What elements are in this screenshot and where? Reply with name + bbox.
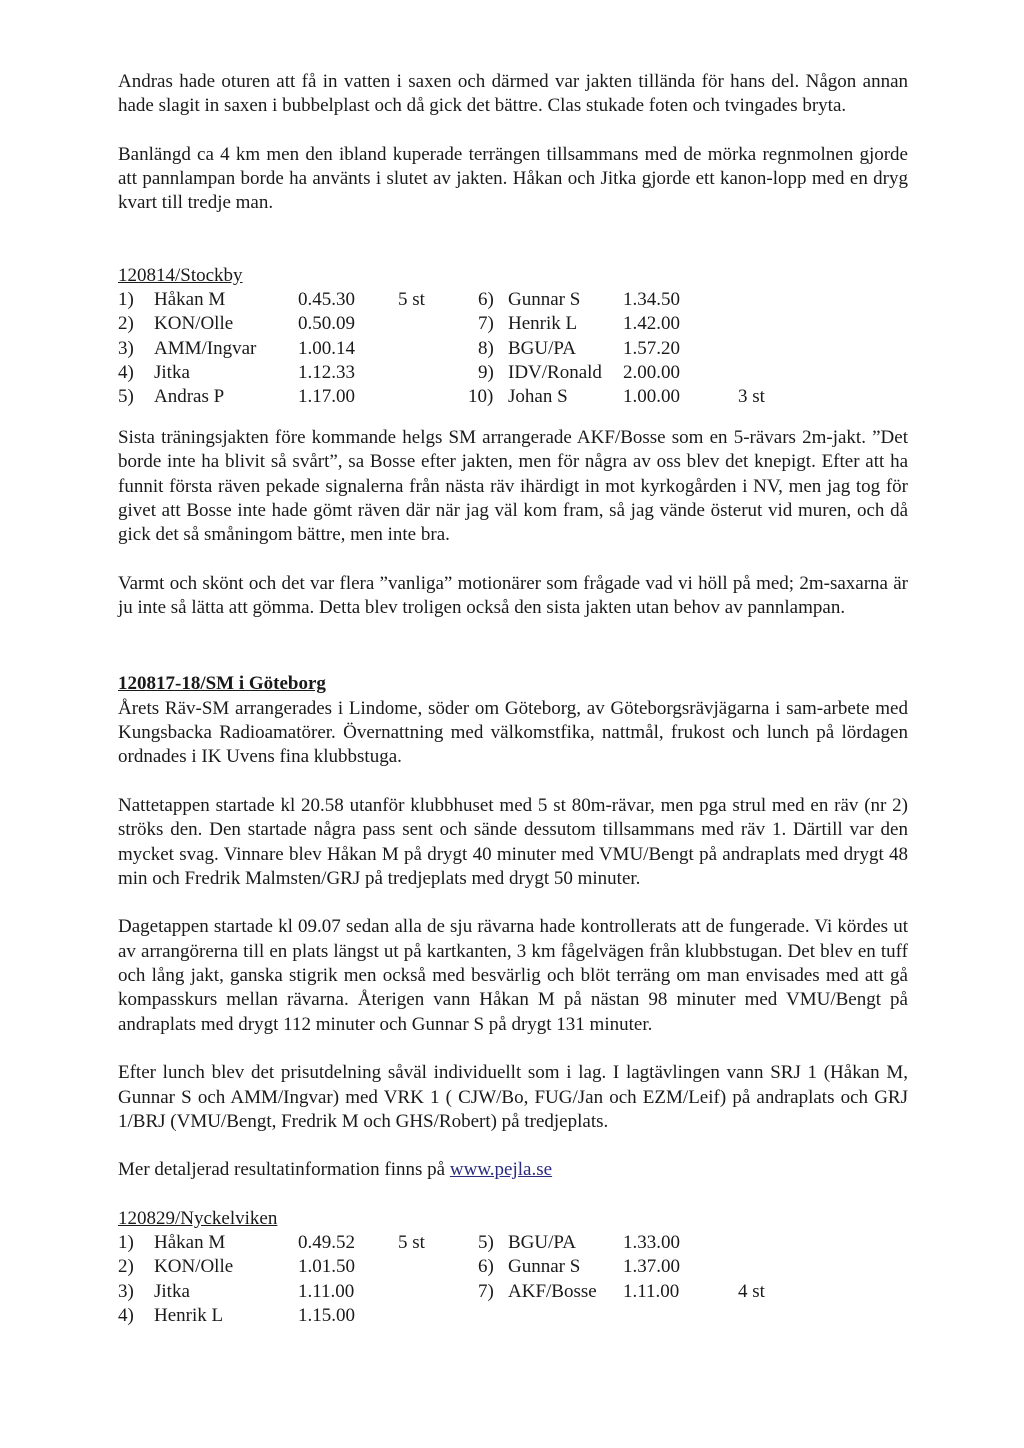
result-name: Jitka (154, 361, 190, 383)
paragraph-dagetappen: Dagetappen startade kl 09.07 sedan alla de sju rävarna hade kontrollerats att de fungerade. Vi kördes ut av arrangörerna till en plats längst ut på kartkanten, 3 km fågelvägen från klubbstugan. Det blev en tuff och lång jakt, ganska stigrik men också med besvärlig och blöt terräng om man envisades med att gå kompasskurs mellan rävarna. Återigen vann Håkan M på nästan 98 minuter med VMU/Bengt på andraplats med drygt 112 minuter och Gunnar S på drygt 131 minuter. (118, 916, 908, 1035)
result-name: AKF/Bosse (508, 1280, 597, 1302)
paragraph-sista: Sista träningsjakten före kommande helgs SM arrangerade AKF/Bosse som en 5-rävars 2m-jakt. ”Det borde inte ha blivit så svårt”, sa Bosse efter jakten, men för några av oss blev det knepigt. Efter att ha funnit första räven pekade signalerna från nästa räv ihärdigt in mot kyrkogården i NV, men jag tog för givet att Bosse inte hade gömt räven där när jag väl kom fram, så jag vände österut vid muren, och då gick det så småningom bättre, men inte bra. (118, 427, 908, 546)
paragraph-nattetappen: Nattetappen startade kl 20.58 utanför klubbhuset med 5 st 80m-rävar, men pga strul med en räv (nr 2) ströks den. Den startade några pass sent och sände dessutom tillsammans med räv 1. Därtill var den mycket svag. Vinnare blev Håkan M på drygt 40 minuter med VMU/Bengt på andraplats med drygt 48 min och Fredrik Malmsten/GRJ på tredjeplats med drygt 50 minuter. (118, 794, 908, 889)
result-pos: 7) (478, 313, 494, 335)
result-pos: 1) (118, 1231, 134, 1253)
result-time: 0.45.30 (298, 289, 355, 311)
result-pos: 4) (118, 1304, 134, 1326)
results-table-nyckelviken (118, 1231, 908, 1329)
result-time: 1.17.00 (298, 386, 355, 408)
result-name: Håkan M (154, 289, 226, 311)
result-pos: 2) (118, 313, 134, 335)
result-name: BGU/PA (508, 1231, 576, 1253)
result-name: Gunnar S (508, 1256, 581, 1278)
result-time: 1.34.50 (623, 289, 680, 311)
result-time: 1.11.00 (298, 1280, 355, 1302)
result-pos: 3) (118, 337, 134, 359)
result-time: 1.01.50 (298, 1256, 355, 1278)
result-pos: 8) (478, 337, 494, 359)
result-time: 1.57.20 (623, 337, 680, 359)
section-heading-sm: 120817-18/SM i Göteborg (118, 673, 326, 695)
paragraph-banlangd: Banlängd ca 4 km men den ibland kuperade terrängen tillsammans med de mörka regnmolnen gjorde att pannlampan borde ha använts i slutet av jakten. Håkan och Jitka gjorde ett kanon-lopp med en dryg kvart till tredje man. (118, 143, 908, 214)
result-name: KON/Olle (154, 1256, 234, 1278)
result-time: 1.12.33 (298, 361, 355, 383)
result-name: AMM/Ingvar (154, 337, 257, 359)
result-pos: 2) (118, 1256, 134, 1278)
result-time: 1.00.00 (623, 386, 680, 408)
pejla-link[interactable]: www.pejla.se (449, 1159, 553, 1181)
result-pos: 5) (478, 1231, 494, 1253)
result-name: Gunnar S (508, 289, 581, 311)
result-note: 5 st (398, 289, 425, 311)
result-name: Henrik L (154, 1304, 224, 1326)
result-name: KON/Olle (154, 313, 234, 335)
result-time: 1.42.00 (623, 313, 680, 335)
result-name: IDV/Ronald (508, 361, 602, 383)
result-pos: 5) (118, 386, 134, 408)
result-pos: 1) (118, 289, 134, 311)
result-note: 3 st (738, 386, 765, 408)
result-time: 1.00.14 (298, 337, 355, 359)
document-page (118, 70, 908, 1329)
result-pos: 9) (478, 361, 494, 383)
result-name: BGU/PA (508, 337, 576, 359)
result-name: Johan S (508, 386, 568, 408)
result-name: Jitka (154, 1280, 190, 1302)
results-label-stockby: 120814/Stockby (118, 264, 243, 286)
result-time: 0.49.52 (298, 1231, 355, 1253)
result-name: Henrik L (508, 313, 578, 335)
more-info-text: Mer detaljerad resultatinformation finns på (118, 1159, 450, 1181)
result-name: Andras P (154, 386, 225, 408)
result-time: 1.33.00 (623, 1231, 680, 1253)
results-table-stockby (118, 288, 908, 410)
result-note: 5 st (398, 1231, 425, 1253)
paragraph-more-info (118, 1158, 908, 1182)
result-time: 2.00.00 (623, 361, 680, 383)
paragraph-andras: Andras hade oturen att få in vatten i saxen och därmed var jakten tillända för hans del. Någon annan hade slagit in saxen i bubbelplast och då gick det bättre. Clas stukade foten och tvingades bryta. (118, 71, 908, 117)
results-label-nyckelviken: 120829/Nyckelviken (118, 1207, 278, 1229)
result-pos: 7) (478, 1280, 494, 1302)
result-pos: 10) (468, 386, 494, 408)
result-name: Håkan M (154, 1231, 226, 1253)
result-pos: 4) (118, 361, 134, 383)
result-time: 1.11.00 (623, 1280, 680, 1302)
result-pos: 6) (478, 289, 494, 311)
paragraph-varmt: Varmt och skönt och det var flera ”vanliga” motionärer som frågade vad vi höll på med; 2m-saxarna är ju inte så lätta att gömma. Detta blev troligen också den sista jakten utan behov av pannlampan. (118, 572, 908, 619)
result-time: 0.50.09 (298, 313, 355, 335)
paragraph-prisutdelning: Efter lunch blev det prisutdelning såväl individuellt som i lag. I lagtävlingen vann SRJ 1 (Håkan M, Gunnar S och AMM/Ingvar) med VRK 1 ( CJW/Bo, FUG/Jan och EZM/Leif) på andraplats och GRJ 1/BRJ (VMU/Bengt, Fredrik M och GHS/Robert) på tredjeplats. (118, 1062, 908, 1132)
result-time: 1.15.00 (298, 1304, 355, 1326)
result-pos: 6) (478, 1256, 494, 1278)
result-time: 1.37.00 (623, 1256, 680, 1278)
result-note: 4 st (738, 1280, 765, 1302)
result-pos: 3) (118, 1280, 134, 1302)
paragraph-arets: Årets Räv-SM arrangerades i Lindome, söder om Göteborg, av Göteborgsrävjägarna i sam-arbete med Kungsbacka Radioamatörer. Övernattning med välkomstfika, nattmål, frukost och lunch på lördagen ordnades i IK Uvens fina klubbstuga. (118, 697, 908, 768)
